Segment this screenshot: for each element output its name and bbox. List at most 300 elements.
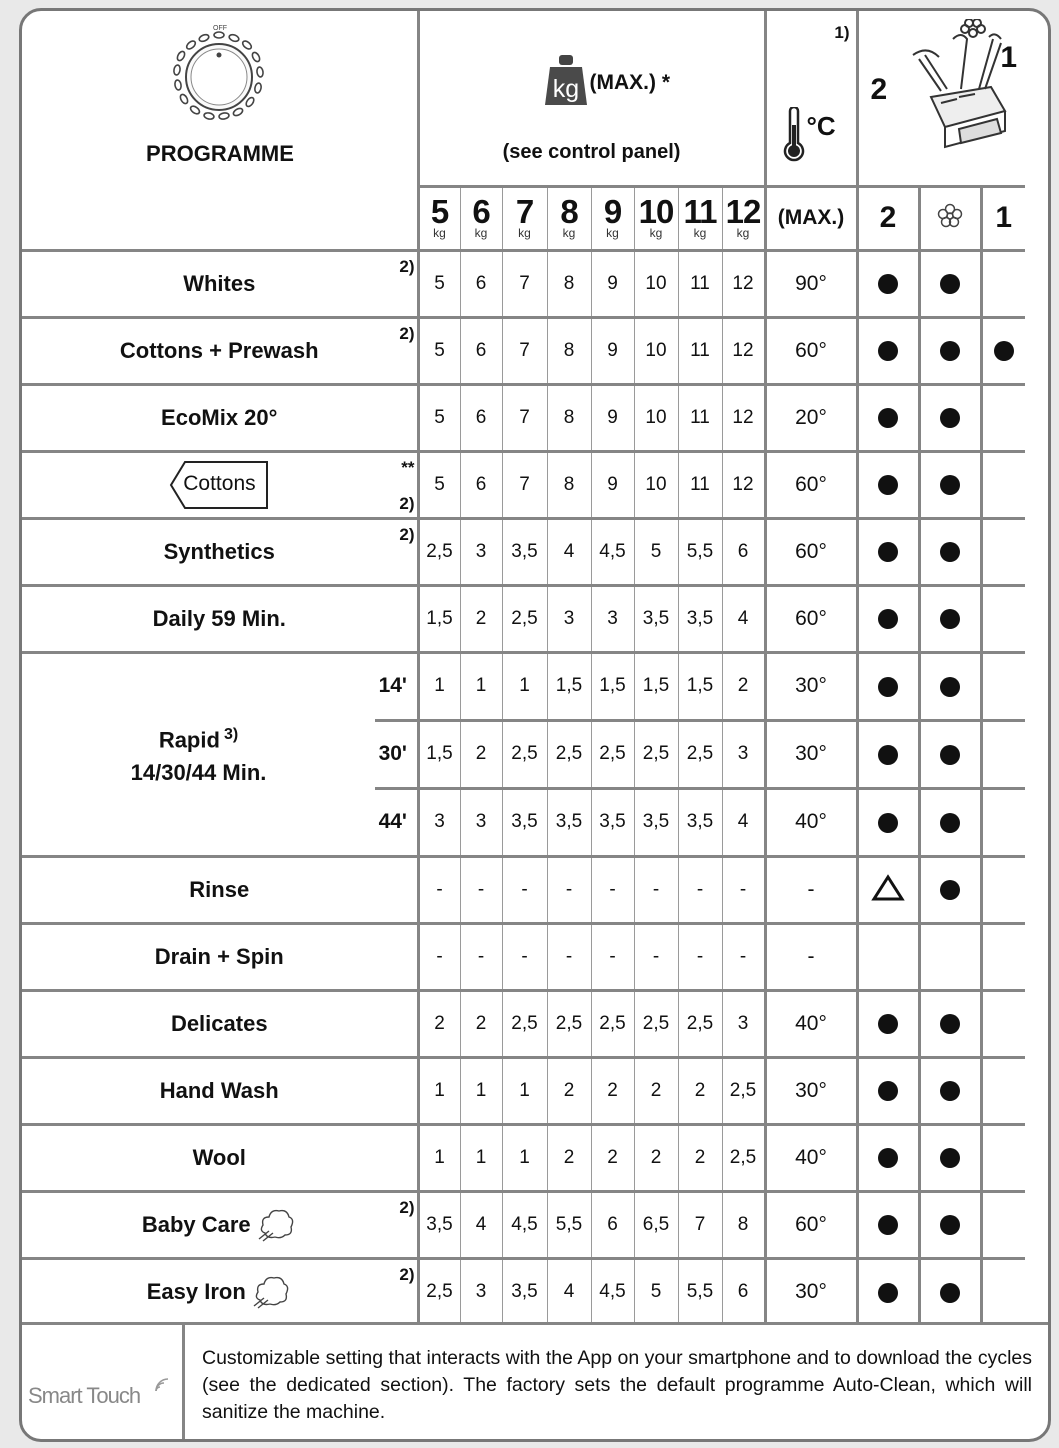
load-value: 6	[475, 406, 487, 428]
compartment-2-cell	[857, 1191, 919, 1258]
load-value: 2	[563, 1146, 575, 1168]
rapid-time-cell	[375, 652, 418, 720]
load-cell	[722, 585, 765, 652]
compartment-1-cell	[981, 1057, 1025, 1124]
load-cell	[418, 1191, 460, 1258]
load-value: 9	[607, 339, 618, 361]
programme-row	[22, 585, 1025, 652]
load-value: 3	[475, 540, 487, 562]
load-value: 11	[690, 272, 710, 294]
load-cell	[460, 317, 502, 384]
temperature-value: -	[807, 944, 815, 968]
compartment-2-cell	[857, 856, 919, 923]
load-cell	[502, 585, 547, 652]
programme-name: Delicates	[170, 1010, 268, 1036]
load-cell	[502, 250, 547, 317]
rapid-time-cell	[375, 720, 418, 788]
programme-name-cell	[22, 250, 418, 317]
programme-name: Daily 59 Min.	[152, 605, 286, 631]
temperature-cell	[765, 788, 857, 856]
filled-dot-icon	[940, 880, 960, 900]
load-cell	[634, 585, 678, 652]
programme-name: Baby Care	[141, 1211, 251, 1237]
compartment-1-cell	[981, 1124, 1025, 1191]
softener-cell	[919, 720, 981, 788]
load-cell	[591, 1191, 634, 1258]
programme-name: Synthetics	[163, 538, 275, 564]
load-cell	[634, 990, 678, 1057]
programme-header-cell	[22, 11, 418, 250]
compartment-2-cell	[857, 652, 919, 720]
load-cell	[591, 585, 634, 652]
load-value: 6	[475, 339, 487, 361]
smart-touch-description: Customizable setting that interacts with the App on your smartphone and to download the cycles (see the dedicated section). The factory sets the default programme Auto-Clean, which will sanitize the machine.	[202, 1347, 1032, 1423]
load-cell	[460, 518, 502, 585]
load-cell	[460, 720, 502, 788]
programme-name-cell	[22, 1124, 418, 1191]
temperature-value: 60°	[795, 338, 827, 362]
load-value: 8	[563, 339, 575, 361]
load-value: -	[739, 878, 747, 900]
load-cell	[547, 856, 591, 923]
load-value: 2	[694, 1079, 706, 1101]
load-value: -	[477, 945, 485, 967]
compartment-1-cell	[981, 1191, 1025, 1258]
load-cell	[418, 652, 460, 720]
load-cell	[678, 788, 722, 856]
programme-footnote: 2)	[399, 256, 415, 276]
rapid-name-cell	[22, 652, 375, 856]
load-value: 6	[607, 1213, 618, 1235]
load-value: 1	[519, 675, 530, 696]
load-cell	[634, 923, 678, 990]
detergent-drawer-icon	[901, 19, 1021, 174]
programme-table-sheet	[19, 8, 1051, 1442]
softener-cell	[919, 1124, 981, 1191]
load-cell	[591, 384, 634, 451]
rapid-subtitle: 14/30/44 Min.	[130, 759, 267, 785]
load-cell	[634, 1191, 678, 1258]
compartment-2-label: 2	[870, 73, 888, 106]
capacity-header-cell	[418, 186, 460, 250]
load-value: 5	[650, 1281, 662, 1303]
load-value: 12	[732, 406, 754, 428]
load-value: 5	[434, 272, 445, 294]
load-cell	[722, 1057, 765, 1124]
load-value: 7	[519, 473, 530, 495]
load-value: 11	[690, 473, 710, 495]
programme-row	[22, 518, 1025, 585]
temperature-value: 40°	[795, 1011, 827, 1035]
load-value: 1,5	[426, 743, 453, 764]
load-cell	[460, 990, 502, 1057]
load-cell	[547, 1258, 591, 1325]
load-value: 6	[475, 473, 487, 495]
load-value: 4	[563, 1281, 575, 1303]
compartment-1-cell	[981, 317, 1025, 384]
capacity-value: 7	[515, 193, 534, 230]
load-value: 1,5	[426, 607, 453, 629]
load-value: 8	[563, 473, 575, 495]
load-cell	[418, 856, 460, 923]
load-value: 5	[434, 473, 445, 495]
load-cell	[722, 856, 765, 923]
compartment-1-cell	[981, 518, 1025, 585]
load-cell	[460, 1057, 502, 1124]
programme-footnote: 2)	[399, 1265, 415, 1285]
load-cell	[460, 1191, 502, 1258]
load-header-cell	[418, 11, 765, 186]
load-cell	[722, 652, 765, 720]
load-cell	[547, 1124, 591, 1191]
load-cell	[591, 856, 634, 923]
load-value: 2,5	[686, 743, 714, 764]
load-cell	[460, 451, 502, 518]
programme-row	[22, 1258, 1025, 1325]
load-value: 1,5	[642, 675, 670, 696]
load-value: 4,5	[511, 1213, 538, 1235]
filled-dot-icon	[878, 1014, 898, 1034]
capacity-value: 6	[472, 193, 490, 230]
load-cell	[722, 990, 765, 1057]
load-cell	[547, 518, 591, 585]
softener-cell	[919, 652, 981, 720]
programme-footnote: 3)	[223, 726, 239, 744]
filled-dot-icon	[940, 745, 960, 765]
load-value: -	[652, 945, 660, 967]
filled-dot-icon	[940, 1215, 960, 1235]
load-value: 12	[732, 272, 754, 294]
load-value: -	[739, 945, 747, 967]
programme-row	[22, 384, 1025, 451]
load-cell	[722, 1191, 765, 1258]
softener-cell	[919, 788, 981, 856]
programme-name-cell	[22, 923, 418, 990]
filled-dot-icon	[878, 1148, 898, 1168]
programme-name: Drain + Spin	[154, 943, 284, 969]
load-cell	[547, 990, 591, 1057]
load-cell	[547, 788, 591, 856]
load-cell	[591, 720, 634, 788]
programme-footnote-2: 2)	[399, 493, 415, 513]
load-cell	[591, 1124, 634, 1191]
temperature-cell	[765, 1258, 857, 1325]
load-value: 2	[563, 1079, 575, 1101]
load-cell	[591, 652, 634, 720]
wireless-signal-icon	[154, 1373, 174, 1393]
load-cell	[547, 1191, 591, 1258]
filled-dot-icon	[940, 1014, 960, 1034]
softener-cell	[919, 317, 981, 384]
load-cell	[591, 451, 634, 518]
load-cell	[722, 720, 765, 788]
filled-dot-icon	[940, 341, 960, 361]
load-cell	[678, 1124, 722, 1191]
load-cell	[460, 250, 502, 317]
load-cell	[418, 250, 460, 317]
compartment-1-cell	[981, 720, 1025, 788]
load-value: 1	[475, 1146, 487, 1168]
temperature-footnote: 1)	[834, 23, 850, 42]
softener-cell	[919, 384, 981, 451]
load-value: 3	[563, 607, 575, 629]
programme-row	[22, 923, 1025, 990]
load-value: -	[521, 878, 528, 900]
load-value: 3	[475, 811, 487, 832]
load-value: 1	[519, 1079, 530, 1101]
load-value: 2,5	[555, 743, 583, 764]
load-cell	[547, 250, 591, 317]
load-value: 1	[434, 1079, 445, 1101]
load-cell	[678, 1258, 722, 1325]
load-cell	[722, 317, 765, 384]
compartment-1-label: 1	[1000, 41, 1017, 74]
load-value: 2,5	[729, 1146, 757, 1168]
temperature-cell	[765, 1124, 857, 1191]
capacity-header-cell	[502, 186, 547, 250]
load-value: 2,5	[426, 540, 453, 562]
filled-dot-icon	[940, 1148, 960, 1168]
filled-dot-icon	[878, 1283, 898, 1303]
load-cell	[547, 451, 591, 518]
load-cell	[591, 250, 634, 317]
load-value: 4	[737, 607, 749, 629]
compartment-2-header-label: 2	[879, 201, 897, 234]
load-cell	[502, 788, 547, 856]
capacity-unit: kg	[474, 226, 488, 240]
smart-touch-logo	[22, 1325, 185, 1442]
programme-name-cell	[22, 384, 418, 451]
load-value: 1,5	[686, 675, 714, 696]
load-cell	[634, 317, 678, 384]
load-value: 2	[737, 675, 749, 696]
programme-name-cell	[22, 317, 418, 384]
softener-cell	[919, 923, 981, 990]
filled-dot-icon	[994, 341, 1014, 361]
load-cell	[591, 518, 634, 585]
temperature-cell	[765, 317, 857, 384]
programme-row	[22, 856, 1025, 923]
load-value: 2,5	[555, 1012, 583, 1034]
temperature-value: 40°	[795, 1145, 827, 1169]
compartment-1-cell	[981, 652, 1025, 720]
load-value: 3	[737, 1012, 749, 1034]
load-cell	[634, 788, 678, 856]
load-cell	[547, 585, 591, 652]
load-value: 2,5	[511, 743, 538, 764]
capacity-header-cell	[547, 186, 591, 250]
temperature-value: 60°	[795, 1212, 827, 1236]
filled-dot-icon	[940, 1283, 960, 1303]
load-value: 7	[519, 339, 530, 361]
load-value: 10	[645, 339, 667, 361]
load-cell	[678, 518, 722, 585]
load-value: 3,5	[599, 811, 626, 832]
capacity-unit: kg	[693, 226, 707, 240]
load-cell	[678, 923, 722, 990]
load-cell	[547, 720, 591, 788]
load-value: 1	[519, 1146, 530, 1168]
rapid-time: 44'	[378, 810, 407, 833]
filled-dot-icon	[878, 609, 898, 629]
temperature-header-cell	[765, 11, 857, 186]
compartment-2-cell	[857, 1124, 919, 1191]
load-cell	[502, 923, 547, 990]
compartment-1-cell	[981, 923, 1025, 990]
temperature-cell	[765, 990, 857, 1057]
load-cell	[502, 1191, 547, 1258]
compartment-2-cell	[857, 788, 919, 856]
programme-row	[22, 250, 1025, 317]
load-value: 2	[650, 1079, 662, 1101]
load-value: 3,5	[555, 811, 583, 832]
load-value: 5	[650, 540, 662, 562]
load-cell	[502, 317, 547, 384]
load-cell	[460, 1124, 502, 1191]
load-cell	[678, 317, 722, 384]
capacity-header-cell	[678, 186, 722, 250]
softener-cell	[919, 585, 981, 652]
temperature-cell	[765, 1191, 857, 1258]
programme-name-cell	[22, 451, 418, 518]
programme-name-cell	[22, 518, 418, 585]
load-cell	[678, 1057, 722, 1124]
temperature-value: 60°	[795, 472, 827, 496]
prewash-compartment-header	[857, 186, 919, 250]
load-cell	[591, 788, 634, 856]
load-cell	[418, 585, 460, 652]
detergent-drawer-header-cell	[857, 11, 1025, 186]
filled-dot-icon	[878, 475, 898, 495]
load-value: 5,5	[555, 1213, 583, 1235]
load-value: 8	[563, 406, 575, 428]
softener-cell	[919, 250, 981, 317]
softener-flower-icon	[937, 203, 963, 229]
load-cell	[678, 720, 722, 788]
capacity-value: 8	[560, 193, 578, 230]
load-value: -	[565, 878, 573, 900]
load-value: 4,5	[599, 540, 626, 562]
load-cell	[634, 652, 678, 720]
compartment-1-cell	[981, 1258, 1025, 1325]
steam-iron-icon	[252, 1274, 292, 1310]
temperature-cell	[765, 250, 857, 317]
load-value: 7	[519, 272, 530, 294]
rapid-variant-row	[22, 652, 1025, 720]
load-value: 10	[645, 406, 667, 428]
load-value: 4	[475, 1213, 487, 1235]
load-cell	[502, 1057, 547, 1124]
temperature-value: -	[807, 877, 815, 901]
programme-row	[22, 1057, 1025, 1124]
temperature-cell	[765, 652, 857, 720]
load-cell	[418, 1258, 460, 1325]
rapid-time: 14'	[378, 674, 407, 697]
compartment-1-cell	[981, 990, 1025, 1057]
load-cell	[502, 1258, 547, 1325]
load-value: 11	[690, 406, 710, 428]
programme-name-cell	[22, 1258, 418, 1325]
temperature-cell	[765, 923, 857, 990]
load-cell	[634, 1258, 678, 1325]
load-cell	[591, 923, 634, 990]
load-value: 10	[645, 272, 667, 294]
temperature-value: 90°	[795, 271, 827, 295]
triangle-icon	[871, 874, 905, 902]
load-cell	[418, 990, 460, 1057]
load-cell	[591, 1258, 634, 1325]
load-cell	[418, 788, 460, 856]
filled-dot-icon	[878, 1081, 898, 1101]
filled-dot-icon	[878, 274, 898, 294]
load-value: -	[696, 878, 704, 900]
load-cell	[678, 250, 722, 317]
load-value: 11	[690, 339, 710, 361]
load-cell	[722, 451, 765, 518]
load-value: -	[436, 945, 443, 967]
load-value: 12	[732, 473, 754, 495]
programme-name-cell	[22, 1191, 418, 1258]
load-value: 3,5	[642, 811, 670, 832]
compartment-2-cell	[857, 720, 919, 788]
load-cell	[418, 518, 460, 585]
load-cell	[678, 856, 722, 923]
programme-heading: PROGRAMME	[146, 141, 294, 166]
programme-name-cell	[22, 1057, 418, 1124]
load-value: 2,5	[729, 1079, 757, 1101]
softener-cell	[919, 1057, 981, 1124]
load-value: 4	[563, 540, 575, 562]
temperature-value: 40°	[795, 810, 827, 833]
load-value: 2	[475, 607, 487, 629]
load-cell	[418, 923, 460, 990]
temperature-value: 20°	[795, 405, 827, 429]
load-value: 6,5	[642, 1213, 670, 1235]
smart-touch-section	[22, 1322, 1051, 1442]
load-value: 2	[694, 1146, 706, 1168]
load-cell	[502, 1124, 547, 1191]
load-cell	[634, 720, 678, 788]
temperature-cell	[765, 518, 857, 585]
load-value: 5	[434, 339, 445, 361]
filled-dot-icon	[878, 1215, 898, 1235]
load-value: 3	[607, 607, 618, 629]
load-cell	[722, 1258, 765, 1325]
filled-dot-icon	[878, 542, 898, 562]
temperature-cell	[765, 451, 857, 518]
compartment-2-cell	[857, 1258, 919, 1325]
load-value: -	[652, 878, 660, 900]
programme-name: Whites	[183, 270, 256, 296]
load-value: 6	[475, 272, 487, 294]
load-value: 3,5	[686, 811, 714, 832]
smart-touch-logo-text: Smart Touch	[28, 1383, 141, 1408]
load-cell	[547, 652, 591, 720]
programme-name: Rinse	[189, 876, 250, 902]
load-value: 6	[737, 540, 749, 562]
kg-weight-icon	[544, 53, 588, 107]
compartment-2-cell	[857, 990, 919, 1057]
load-value: 10	[645, 473, 667, 495]
load-value: 3,5	[426, 1213, 453, 1235]
capacity-unit: kg	[649, 226, 663, 240]
programme-footnote: 2)	[399, 323, 415, 343]
compartment-2-cell	[857, 1057, 919, 1124]
max-temperature-header	[765, 186, 857, 250]
load-cell	[460, 1258, 502, 1325]
softener-compartment-header	[919, 186, 981, 250]
load-value: 1	[434, 675, 445, 696]
